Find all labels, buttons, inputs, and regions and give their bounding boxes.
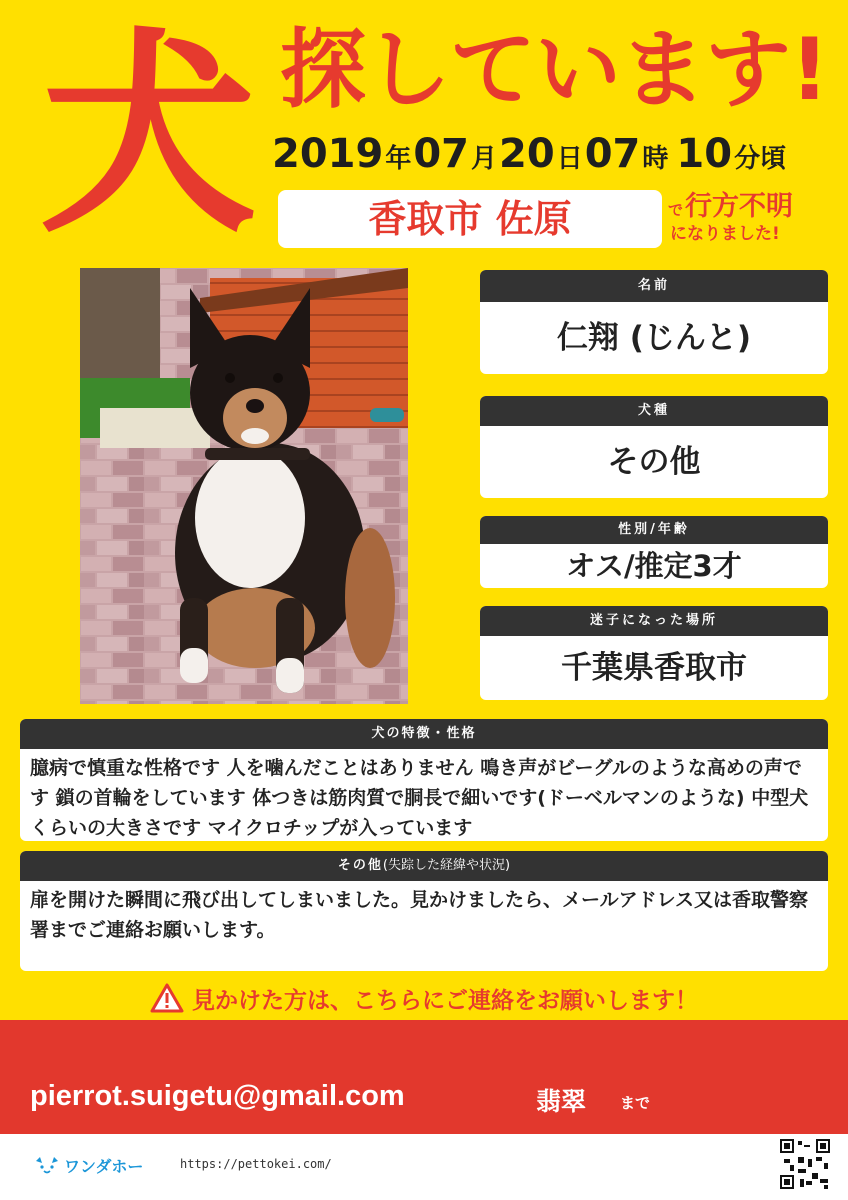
breed-header: 犬種 [480, 396, 828, 426]
footer-url[interactable]: https://pettokei.com/ [180, 1157, 332, 1171]
cta-text: 見かけた方は、こちらにご連絡をお願いします！ [192, 987, 698, 1014]
name-card [480, 270, 828, 374]
other-panel [20, 851, 828, 971]
minute: 10 [676, 131, 733, 177]
contact-suffix: まで [620, 1094, 651, 1112]
year-unit: 年 [385, 144, 412, 174]
day-unit: 日 [556, 144, 583, 174]
other-header-title: その他 [337, 858, 383, 873]
name-value: 仁翔 (じんと) [556, 320, 752, 356]
month-unit: 月 [471, 144, 498, 174]
features-text: 臆病で慎重な性格です 人を噛んだことはありません 鳴き声がビーグルのような高めの声です 鎖の首輪をしています 体つきは筋肉質で胴長で細いです(ドーベルマンのような) 中型犬くらいの大きさです マイクロチップが入っています [30, 757, 809, 839]
lost-place-header: 迷子になった場所 [480, 606, 828, 636]
contact-name: 翡翠 [536, 1087, 587, 1116]
dog-photo [80, 268, 408, 704]
features-panel [20, 719, 828, 841]
missing-sub: になりました! [670, 224, 780, 244]
poster-big-kanji: 犬 [39, 10, 257, 263]
features-header: 犬の特徴・性格 [20, 719, 828, 749]
breed-card [480, 396, 828, 498]
sex-age-value: オス/推定3才 [566, 549, 742, 583]
poster-title: 探しています! [280, 20, 829, 120]
other-header [20, 851, 828, 881]
hour: 07 [584, 131, 641, 177]
missing-de: で [668, 201, 684, 219]
dog-face-logo-icon [34, 1157, 60, 1175]
sex-age-card [480, 516, 828, 588]
missing-main: 行方不明 [685, 191, 794, 222]
location-box: 香取市 佐原 [278, 190, 662, 248]
call-to-action [0, 980, 848, 1016]
logo-text: ワンダホー [64, 1157, 144, 1176]
sex-age-header: 性別/年齢 [480, 516, 828, 544]
contact-email[interactable]: pierrot.suigetu@gmail.com [30, 1080, 405, 1112]
contact-band [0, 1020, 848, 1134]
name-header: 名前 [480, 270, 828, 302]
other-header-sub: (失踪した経緯や状況) [382, 858, 511, 873]
hour-unit: 時 [642, 144, 669, 174]
lost-place-value: 千葉県香取市 [561, 650, 747, 686]
qr-code-icon[interactable] [780, 1139, 830, 1189]
footer-logo[interactable] [34, 1154, 143, 1177]
breed-value: その他 [607, 444, 701, 480]
month: 07 [413, 131, 470, 177]
warning-icon [150, 983, 184, 1013]
missing-label [668, 192, 793, 246]
minute-unit: 分頃 [734, 144, 787, 174]
year: 2019 [272, 131, 384, 177]
lost-place-card [480, 606, 828, 700]
other-text: 扉を開けた瞬間に飛び出してしまいました。見かけましたら、メールアドレス又は香取警察署までご連絡お願いします。 [30, 889, 809, 941]
missing-datetime [272, 132, 788, 176]
day: 20 [499, 131, 555, 177]
